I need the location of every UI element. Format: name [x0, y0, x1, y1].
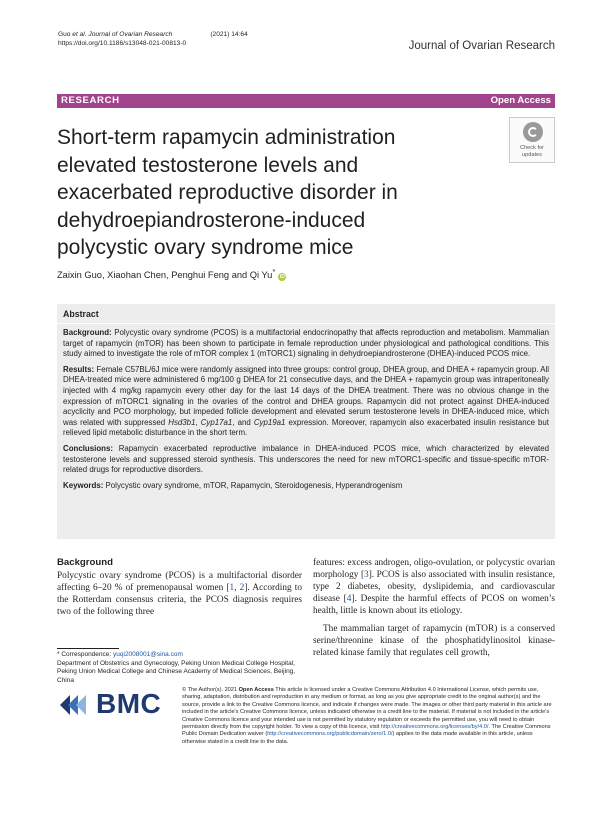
citation-link[interactable]: 1: [229, 583, 235, 593]
abstract-keywords: [63, 481, 549, 492]
abstract-heading: Abstract: [63, 309, 99, 319]
citation-year: (2021) 14:64: [210, 31, 248, 38]
license-body: This article is licensed under a Creative Commons Attribution 4.0 International License, which permits use, sharing, adaptation, distribution and reproduction in any medium or format, as long as you give appropriate credit to the original author(s) and the source, provide a link to the Creative Commons licence, and indicate if changes were made. The images or other third party material in this article are included in the article's Creative Commons licence, unless indicated otherwise in a credit line to the material. If material is not included in the article's Creative Commons licence and your intended use is not permitted by statutory regulation or exceeds the permitted use, you will need to obtain permission directly from the copyright holder. To view a copy of this licence, visit: [182, 687, 552, 731]
keywords-label: Keywords:: [63, 480, 104, 490]
gene-separator: , and: [232, 417, 254, 427]
citation-link[interactable]: 2: [239, 583, 245, 593]
abstract-results-text: Female C57BL/6J mice were randomly assigned into three groups: control group, DHEA group, and DHEA + rapamycin group. All DHEA-treated mice were administered 6 mg/100 g DHEA for 21 consecutive days, and the DHEA + rapamycin group was intraperitoneally injected with 4 mg/kg rapamycin every other day for the last 14 days of the DHEA treatment. There was no obvious change in the expression of mTORC1 signaling in the ovaries of the control and DHEA groups. Rapamycin did not protect against DHEA-induced acyclicity and PCO morphology, but impeded follicle development and elevated serum testosterone levels in DHEA-induced mice, which was related with suppressed: [63, 364, 549, 427]
section-label: RESEARCH: [61, 95, 120, 106]
correspondence-note: [57, 651, 297, 686]
body-text: Polycystic ovary syndrome (PCOS) is a multifactorial disorder affecting 6–20 % of premenopausal women [: [57, 571, 302, 593]
background-paragraph: [57, 570, 302, 618]
section-band: [57, 94, 555, 108]
keywords-text: Polycystic ovary syndrome, mTOR, Rapamycin, Steroidogenesis, Hyperandrogenism: [103, 480, 403, 490]
bmc-logo-icon: [58, 691, 92, 719]
background-paragraph-cont: [313, 557, 555, 617]
corresponding-marker: *: [272, 267, 276, 276]
license-body-end: ) applies to the data made available in this article, unless otherwise stated in a credit line to the data.: [182, 731, 533, 745]
correspondence-email[interactable]: yuqi2008001@sina.com: [113, 651, 183, 658]
license-copyright: © The Author(s). 2021: [182, 687, 239, 693]
abstract-conclusions-text: Rapamycin exacerbated reproductive imbalance in DHEA-induced PCOS mice, which characterized by elevated testosterone levels and suppressed steroid synthesis. This underscores the need for new mTORC1-specific and tissue-specific mTOR-related drugs for reproductive disorders.: [63, 443, 549, 475]
license-link[interactable]: http://creativecommons.org/licenses/by/4.0/: [380, 724, 489, 731]
journal-name: Journal of Ovarian Research: [408, 40, 555, 52]
citation-link[interactable]: 3: [364, 570, 369, 580]
citation-authors: Guo: [58, 31, 73, 38]
gene-name: Cyp17a1: [200, 417, 233, 427]
check-for-updates-icon: [523, 122, 543, 142]
citation-journal: et al. Journal of Ovarian Research: [72, 31, 173, 38]
abstract-body: [63, 328, 549, 496]
correspondence-label: * Correspondence:: [57, 651, 114, 658]
background-heading: Background: [57, 557, 113, 568]
affiliation: Department of Obstetrics and Gynecology, Peking Union Medical College Hospital, Peking Union Medical College and Chinese Academy of Medical Sciences, Beijing, China: [57, 659, 296, 685]
body-right-column: [313, 557, 555, 659]
orcid-icon[interactable]: iD: [279, 274, 285, 281]
gene-name: Cyp19a1: [253, 417, 286, 427]
citation-header: [58, 31, 248, 48]
abstract-results: [63, 365, 549, 439]
license-body: . The Creative Commons Public Domain Dedication waiver (: [182, 724, 551, 738]
abstract-results-text-end: expression. Moreover, rapamycin also exacerbated insulin resistance but relieved lipid metabolic disturbance in the short term.: [63, 417, 549, 438]
body-text: ,: [234, 583, 240, 593]
abstract-background-text: Polycystic ovary syndrome (PCOS) is a multifactorial endocrinopathy that affects reproduction and metabolism. Mammalian target of rapamycin (mTOR) has been shown to participate in female reproduction under physiological and pathological conditions. This study aimed to investigate the role of mTOR complex 1 (mTORC1) signaling in dehydroepiandrosterone (DHEA)-induced PCOS mice.: [63, 328, 549, 359]
check-for-updates-button[interactable]: [509, 117, 555, 163]
check-for-updates-label: Check for updates: [520, 145, 544, 158]
gene-separator: ,: [195, 417, 201, 427]
author-names: Zaixin Guo, Xiaohan Chen, Penghui Feng and Qi Yu: [57, 270, 273, 281]
abstract-conclusions: [63, 444, 549, 476]
abstract-background-label: Background:: [63, 328, 112, 337]
abstract-results-label: Results:: [63, 364, 95, 374]
license-open-access: Open Access: [238, 687, 274, 693]
body-left-column: [57, 557, 302, 618]
footnote-rule: [57, 648, 119, 649]
gene-name: Hsd3b1: [168, 417, 196, 427]
correspondence-line: [57, 651, 297, 660]
abstract-box: [57, 304, 555, 539]
doi-link[interactable]: https://doi.org/10.1186/s13048-021-00813-0: [58, 39, 187, 47]
article-title: Short-term rapamycin administration elevated testosterone levels and exacerbated reproductive disorder in dehydroepiandrosterone-induced polycystic ovary syndrome mice: [57, 126, 398, 259]
body-text: ]. According to the Rotterdam consensus criteria, the PCOS diagnosis requires two of the following three: [57, 583, 302, 617]
bmc-logo-text: BMC: [96, 688, 162, 719]
abstract-conclusions-label: Conclusions:: [63, 443, 113, 453]
abstract-divider: [57, 323, 555, 324]
body-text: features: excess androgen, oligo-ovulation, or polycystic ovarian morphology [: [313, 558, 555, 580]
citation-link[interactable]: 4: [346, 594, 352, 604]
open-access-label: Open Access: [490, 95, 551, 106]
license-text: [182, 687, 556, 746]
citation-line: [58, 31, 248, 40]
author-list: [57, 267, 286, 281]
body-text: ]. Despite the harmful effects of PCOS on women’s health, little is known about its etiology.: [313, 594, 555, 616]
abstract-background: [63, 328, 549, 360]
public-domain-link[interactable]: http://creativecommons.org/publicdomain/zero/1.0/: [267, 731, 393, 738]
body-text: ]. PCOS is also associated with insulin resistance, type 2 diabetes, obesity, dyslipidemia, and cardiovascular disease [: [313, 570, 555, 604]
mtor-paragraph: The mammalian target of rapamycin (mTOR) is a conserved serine/threonine kinase of the phosphatidylinositol kinase-related kinase family that regulates cell growth,: [313, 624, 555, 658]
